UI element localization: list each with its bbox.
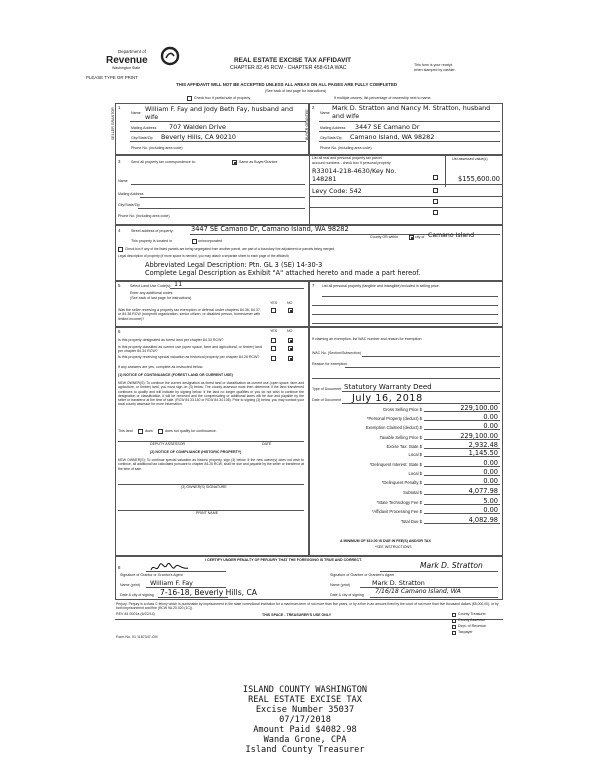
buyer-name: Mark D. Stratton and Nancy M. Stratton, husband (332, 104, 491, 112)
forest-no: NO (287, 329, 293, 333)
seller-city-label: City/State/Zip (131, 136, 153, 140)
copy-list (452, 613, 502, 643)
tax-row-label: Exemption Claimed (deduct) $ (365, 425, 422, 430)
forest-q2: Is this property classified as current use (open space, farm and agricultural, or timber) land per chapter 84.34 RCW? (118, 345, 262, 354)
buyer-box-no: 2 (312, 105, 315, 110)
copy-treasurer-label: County Treasurer (458, 612, 486, 616)
buyer-phone-label: Phone No. (including area code) (320, 146, 372, 150)
section3-box-no: 3 (118, 159, 121, 164)
legal-label: Legal description of property (if more space is needed, you may attach a separate sheet to each page of the affidavit) (118, 254, 289, 258)
copy-assessor-checkbox[interactable] (452, 619, 456, 623)
copy-assessor-label: County Assessor (458, 618, 485, 622)
forest-q3-no[interactable] (288, 356, 293, 361)
tax-row-subtotal (312, 487, 502, 496)
parcel-header2: account numbers - check box if personal property (312, 161, 391, 165)
cashier-note2: when stamped by cashier. (414, 68, 456, 72)
seller-name: William F. Fay and Jody Beth Fay, husband and (145, 105, 294, 113)
agency-name: Revenue (106, 55, 148, 66)
seller-side-label: SELLER GRANTOR (111, 107, 115, 140)
doc-date-value: July 16, 2018 (352, 393, 423, 404)
legal-line1: Abbreviated Legal Description: Ptn. GL 3 (SE) 14-30-3 (145, 261, 323, 269)
form-title: REAL ESTATE EXCISE TAX AFFIDAVIT (234, 57, 352, 64)
grantor-date-label: Date & city of signing (120, 593, 154, 597)
seller-mailing-label: Mailing Address (131, 126, 157, 130)
wa-logo-icon (160, 46, 180, 66)
tax-row-interest-local (312, 468, 502, 477)
tax-row-value: 0.00 (483, 413, 498, 421)
tax-row-value: 0.00 (483, 459, 498, 467)
tax-row-penalty (312, 477, 502, 486)
buyer-city-label: City/State/Zip (320, 136, 342, 140)
forest-q1-no[interactable] (288, 338, 293, 343)
assessed-value: $155,600.00 (458, 175, 500, 183)
buyer-mailing-label: Mailing Address (320, 126, 346, 130)
tax-row-label: *State Technology Fee $ (376, 500, 422, 505)
grantee-name-label: Name (print) (330, 583, 350, 587)
section6-box-no: 6 (118, 329, 121, 334)
forest-q1-yes[interactable] (271, 338, 276, 343)
agency-line1: Department of (118, 49, 146, 54)
street-label: Street address of property: (131, 229, 174, 233)
land-use-no: NO (287, 301, 293, 305)
grantee-name: Mark D. Stratton (372, 579, 425, 587)
legal-line2: Complete Legal Description as Exhibit "A" attached hereto and made a part hereof. (145, 269, 421, 277)
print-name-label: PRINT NAME (196, 511, 219, 515)
doc-date-label: Date of Document (312, 398, 341, 402)
county-label: County OR within (370, 235, 398, 239)
exempt-no-checkbox[interactable] (288, 308, 293, 313)
notice2-text: NEW OWNER(S): To continue special valuation as historic property, sign (3) below. If the new owner(s) does not wish to continue, all additional tax calculated pursuant to chapter 84.26 RCW, shall be due and payable by the seller or transferor at the time of sale. (118, 458, 304, 471)
doc-type-value: Statutory Warranty Deed (344, 383, 432, 391)
parcel1-personal-checkbox[interactable] (433, 175, 438, 180)
tax-row-taxable (312, 432, 502, 441)
land-does-checkbox[interactable] (138, 429, 143, 434)
city-of-label: city of (415, 235, 425, 239)
personal-property-label: List all personal property (tangible and intangible) included in selling price. (322, 284, 440, 288)
land-use-code: 11 (174, 280, 183, 288)
copy-dor-checkbox[interactable] (452, 625, 456, 629)
grantee-date-label: Date & city of signing (330, 593, 364, 597)
minimum-due-note: A MINIMUM OF $10.00 IS DUE IN FEE(S) AND/OR TAX (340, 539, 431, 543)
exempt-yes-checkbox[interactable] (271, 308, 276, 313)
property-city: Camano Island (428, 232, 475, 239)
see-back-note: (See back of last page for instructions) (265, 89, 327, 93)
tax-row-label: *Personal Property (deduct) $ (366, 416, 422, 421)
grantee-signature: Mark D. Stratton (420, 561, 483, 570)
correspondence-name-label: Name (118, 179, 128, 183)
seller-city: Beverly Hills, CA 90210 (161, 133, 236, 141)
notice1-text: NEW OWNER(S): To continue the current designation as forest land or classification as current use (open space, farm and agriculture, or timber) land, you must sign on (3) below. The county assessor must then determine if the land transferred continues to qualify and will indicate by signing below. If the land no longer qualifies or you do not wish to continue the designation or classification, it will be removed and the compensating or additional taxes will be due and payable by the seller or transferor at the time of sale. (RCW 84.33.140 or RCW 84.34.108). Prior to signing (3) below, you may contact your local county assessor for more information. (118, 381, 304, 407)
forest-q4: If any answers are yes, complete as instructed below. (118, 365, 204, 369)
tax-row-tech-fee (312, 497, 502, 506)
tax-row-value: 4,077.98 (468, 487, 498, 495)
land-does-not-checkbox[interactable] (158, 429, 163, 434)
levy-code: Levy Code: 542 (312, 187, 362, 195)
see-instructions-note: *SEE INSTRUCTIONS (375, 545, 412, 549)
doc-type-label: Type of Document (312, 387, 342, 391)
buyer-city: Camano Island, WA 98282 (350, 133, 435, 141)
tax-row-excise-local (312, 449, 502, 458)
parcel-header1: List all real and personal property tax parcel (312, 156, 382, 160)
section8-box-no: 8 (118, 565, 121, 570)
buyer-mailing: 3447 SE Camano Dr (355, 123, 420, 131)
forest-q2-yes[interactable] (271, 346, 276, 351)
copy-treasurer-checkbox[interactable] (452, 613, 456, 617)
land-does-not-label: does not qualify for continuance. (165, 429, 217, 433)
exempt-question: Was the seller receiving a property tax exemption or deferral under chapters 84.36, 84.37, or 84.38 RCW (nonprofit organization, senior citizen, or disabled person, homeowner with limited income)? (118, 308, 261, 321)
tax-row-total (312, 516, 502, 525)
seller-box-no: 1 (118, 105, 121, 110)
reason-label: Reason for exemption (312, 362, 348, 366)
parcel2-personal-checkbox[interactable] (433, 188, 438, 193)
correspondence-city-label: City/State/Zip (118, 203, 140, 207)
tax-row-value: 0.00 (483, 506, 498, 514)
partial-sale-checkbox[interactable] (187, 96, 192, 101)
stamp-date: 07/17/2018 (279, 715, 331, 725)
tax-row-value: 229,100.00 (460, 432, 498, 440)
exemption-claim-label: If claiming an exemption, list WAC number and reason for exemption: (312, 337, 423, 341)
land-use-enter-label: Enter any additional codes: (130, 291, 174, 295)
assessed-header: List assessed value(s) (452, 157, 488, 161)
certification-statement: I CERTIFY UNDER PENALTY OF PERJURY THAT THE FOREGOING IS TRUE AND CORRECT. (205, 558, 362, 562)
same-as-buyer-checkbox[interactable] (232, 160, 237, 165)
tax-row-value: 5.00 (483, 497, 498, 505)
forest-q3: Is this property receiving special valuation as historical property per chapter 84.26 RCW? (118, 355, 260, 359)
tax-row-label: Local $ (408, 471, 422, 476)
owner-signature-label: (3) OWNER(S) SIGNATURE (181, 485, 227, 489)
land-use-see-back: (See back of last page for instructions) (130, 296, 192, 300)
grantee-signature-label: Signature of Grantee or Grantee's Agent (330, 573, 395, 577)
unincorporated-checkbox[interactable] (192, 239, 197, 244)
forest-q2-no[interactable] (288, 346, 293, 351)
same-as-buyer-label: Same as Buyer/Grantee (239, 160, 278, 164)
rev-form-label: REV 84 0001a (6/22/14) (116, 612, 155, 616)
tax-row-processing-fee (312, 506, 502, 515)
deputy-assessor-label: DEPUTY ASSESSOR (150, 442, 186, 446)
tax-row-value: 4,082.98 (468, 516, 498, 524)
grantor-name-label: Name (print) (120, 583, 140, 587)
segregated-label: Check box if any of the listed parcels are being segregated from another parcel, are part of a boundary line adjustment or parcels being merged. (125, 247, 336, 251)
tax-row-exemption (312, 422, 502, 431)
acceptance-warning: THIS AFFIDAVIT WILL NOT BE ACCEPTED UNLESS ALL AREAS ON ALL PAGES ARE FULLY COMPLETED (176, 82, 398, 87)
tax-row-value: 2,932.48 (468, 441, 498, 449)
correspondence-mailing-label: Mailing Address (118, 192, 144, 196)
seller-phone-label: Phone No. (including area code) (131, 146, 183, 150)
grantor-name: William F. Fay (150, 579, 193, 587)
city-of-checkbox[interactable] (409, 235, 414, 240)
buyer-side-label: BUYER GRANTEE (305, 109, 309, 140)
tax-row-label: Subtotal $ (403, 490, 422, 495)
unincorporated-label: unincorporated (198, 239, 222, 243)
treasurer-space-label: THIS SPACE - TREASURER'S USE ONLY (262, 613, 332, 617)
form-number: Form No. 01 1187347-CM (116, 635, 158, 639)
copy-taxpayer-label: Taxpayer (458, 630, 473, 634)
this-land-label: This land (118, 429, 133, 433)
tax-row-label: Excise Tax: State $ (386, 444, 422, 449)
copy-dor-label: Dept. of Revenue (458, 624, 486, 628)
notice2-title: (2) NOTICE OF COMPLIANCE (HISTORIC PROPERTY) (150, 450, 242, 454)
parcel3-personal-checkbox[interactable] (433, 199, 438, 204)
tax-row-label: Gross Selling Price $ (382, 407, 422, 412)
forest-q3-yes[interactable] (271, 356, 276, 361)
seller-name-cont: wife (145, 113, 159, 121)
stamp-tax-type: REAL ESTATE EXCISE TAX (248, 695, 362, 705)
tax-row-value: 0.00 (483, 422, 498, 430)
section4-box-no: 4 (118, 228, 121, 233)
section5-box-no: 5 (118, 283, 121, 288)
buyer-name-label: Name (320, 111, 330, 115)
land-does-label: does (145, 429, 153, 433)
land-use-yes: YES (270, 301, 278, 305)
stamp-treasurer-title: Island County Treasurer (245, 745, 365, 755)
seller-name-label: Name (131, 111, 141, 115)
grantor-date: 7-16-18, Beverly Hills, CA (160, 588, 257, 597)
stamp-treasurer-name: Wanda Grone, CPA (263, 735, 347, 745)
forest-q1: Is this property designated as forest land per chapter 84.33 RCW? (118, 338, 224, 342)
seller-mailing: 707 Walden Drive (169, 123, 226, 131)
tax-row-value: 229,100.00 (460, 404, 498, 412)
multiple-owners-note: If multiple owners, list percentage of ownership next to name. (334, 96, 432, 100)
located-label: This property is located in (131, 239, 172, 243)
cashier-note1: This form is your receipt (414, 63, 453, 67)
stamp-county: ISLAND COUNTY WASHINGTON (242, 685, 368, 695)
tax-row-interest-state (312, 459, 502, 468)
street-address: 3447 SE Camano Dr, Camano Island, WA 98282 (191, 225, 349, 233)
tax-row-label: *Delinquent Penalty $ (381, 480, 422, 485)
buyer-name-cont: and wife (332, 112, 360, 120)
stamp-excise-number: Excise Number 35037 (255, 705, 355, 715)
parcel-number: R33014-218-4630/Key No. (312, 167, 397, 175)
correspondence-label: Send all property tax correspondence to: (131, 160, 196, 164)
notice1-title: (1) NOTICE OF CONTINUANCE (FOREST LAND OR CURRENT USE) (118, 373, 233, 377)
parcel-key: 148281 (312, 175, 337, 183)
tax-row-label: Taxable Selling Price $ (379, 435, 422, 440)
tax-row-label: Local $ (408, 452, 422, 457)
segregated-checkbox[interactable] (118, 247, 123, 252)
tax-row-value: 0.00 (483, 468, 498, 476)
please-type-label: PLEASE TYPE OR PRINT (86, 75, 138, 80)
parcel4-personal-checkbox[interactable] (433, 210, 438, 215)
section7-box-no: 7 (312, 283, 315, 288)
wac-label: WAC No. (Section/Subsection) (312, 351, 361, 355)
tax-row-value: 1,145.50 (468, 449, 498, 457)
stamp-amount: Amount Paid $4082.98 (253, 725, 357, 735)
tax-rows (312, 404, 502, 524)
form-chapters: CHAPTER 82.45 RCW - CHAPTER 458-61A WAC (230, 65, 347, 71)
tax-row-label: *Delinquent Interest: State $ (369, 462, 422, 467)
tax-row-label: *Affidavit Processing Fee $ (371, 509, 422, 514)
tax-row-value: 0.00 (483, 477, 498, 485)
tax-row-gross (312, 404, 502, 413)
forest-yes: YES (270, 329, 278, 333)
agency-state: Washington State (112, 66, 141, 70)
perjury-notice: Perjury: Perjury is a class C felony which is punishable by imprisonment in the state correctional institution for a maximum term of not more than five years, or by a fine in an amount fixed by the court of not more than five thousand dollars ($5,000.00), or by both imprisonment and fine (RCW 9A.20.020 (1C)). (116, 602, 499, 611)
deputy-date-label: DATE (262, 442, 272, 446)
grantor-signature-label: Signature of Grantor or Grantor's Agent (120, 573, 183, 577)
grantee-date: 7/16/18 Camano Island, WA (375, 588, 461, 595)
partial-sale-label: Check box if partial sale of property (194, 96, 251, 100)
correspondence-phone-label: Phone No. (including area code) (118, 214, 170, 218)
copy-taxpayer-checkbox[interactable] (452, 631, 456, 635)
tax-row-label: Total Due $ (400, 519, 422, 524)
tax-row-personal (312, 413, 502, 422)
land-use-select-label: Select Land Use Code(s): (130, 284, 172, 288)
